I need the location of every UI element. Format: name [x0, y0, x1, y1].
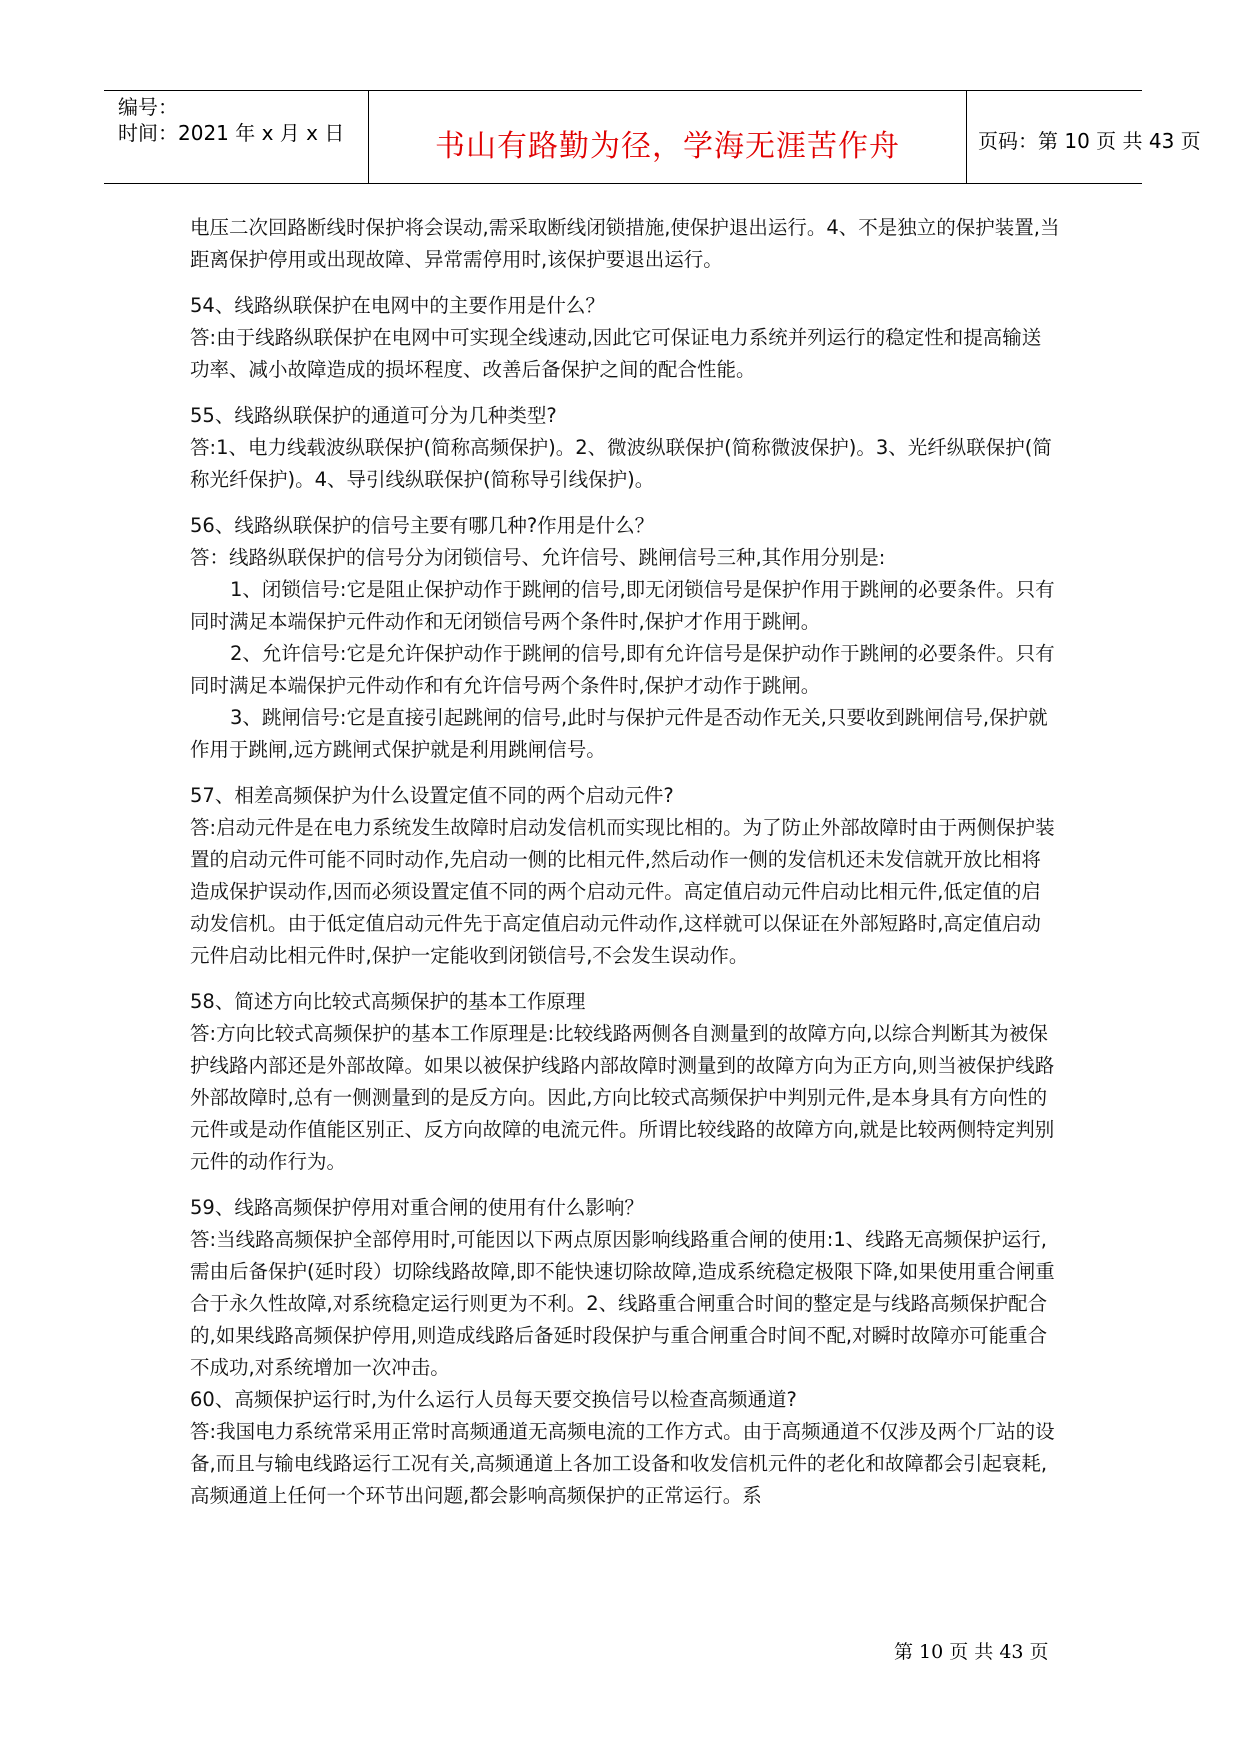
question-heading: 59、线路高频保护停用对重合闸的使用有什么影响？	[190, 1196, 644, 1219]
header-page-cell	[966, 91, 1201, 183]
question-heading: 57、相差高频保护为什么设置定值不同的两个启动元件?	[190, 784, 674, 807]
paragraph: 答：线路纵联保护的信号分为闭锁信号、允许信号、跳闸信号三种,其作用分别是:	[190, 546, 886, 569]
paragraph: 答:方向比较式高频保护的基本工作原理是:比较线路两侧各自测量到的故障方向,以综合判断其为被保护线路内部还是外部故障。如果以被保护线路内部故障时测量到的故障方向为正方向,则当被保护线路外部故障时,总有一侧测量到的是反方向。因此,方向比较式高频保护中判别元件,是本身具有方向性的元件或是动作值能区别正、反方向故障的电流元件。所谓比较线路的故障方向,就是比较两侧特定判别元件的动作行为。	[190, 1022, 1055, 1173]
paragraph: 电压二次回路断线时保护将会误动,需采取断线闭锁措施,使保护退出运行。4、不是独立的保护装置,当距离保护停用或出现故障、异常需停用时,该保护要退出运行。	[190, 216, 1060, 271]
header-table	[104, 90, 1201, 184]
paragraph: 答:1、电力线载波纵联保护(简称高频保护)。2、微波纵联保护(简称微波保护)。3、光纤纵联保护(简称光纤保护)。4、导引线纵联保护(简称导引线保护)。	[190, 436, 1052, 491]
header-meta-cell	[104, 91, 368, 183]
paragraph: 答:启动元件是在电力系统发生故障时启动发信机而实现比相的。为了防止外部故障时由于两侧保护装置的启动元件可能不同时动作,先启动一侧的比相元件,然后动作一侧的发信机还未发信就开放比相将造成保护误动作,因而必须设置定值不同的两个启动元件。高定值启动元件启动比相元件,低定值的启动发信机。由于低定值启动元件先于高定值启动元件动作,这样就可以保证在外部短路时,高定值启动元件启动比相元件时,保护一定能收到闭锁信号,不会发生误动作。	[190, 816, 1055, 967]
paragraph: 答:由于线路纵联保护在电网中可实现全线速动,因此它可保证电力系统并列运行的稳定性和提高输送功率、减小故障造成的损坏程度、改善后备保护之间的配合性能。	[190, 326, 1042, 381]
paragraph: 2、允许信号:它是允许保护动作于跳闸的信号,即有允许信号是保护动作于跳闸的必要条件。只有同时满足本端保护元件动作和有允许信号两个条件时,保护才动作于跳闸。	[190, 642, 1055, 697]
document-time-label: 时间：2021 年 x 月 x 日	[118, 121, 345, 145]
question-heading: 55、线路纵联保护的通道可分为几种类型?	[190, 404, 557, 427]
question-heading: 60、高频保护运行时,为什么运行人员每天要交换信号以检查高频通道?	[190, 1388, 797, 1411]
header-motto-cell	[368, 91, 967, 183]
page-footer: 第 10 页 共 43 页	[894, 1641, 1049, 1663]
header-page-code: 页码：第 10 页 共 43 页	[978, 129, 1201, 153]
document-number-label: 编号：	[118, 95, 178, 119]
paragraph: 1、闭锁信号:它是阻止保护动作于跳闸的信号,即无闭锁信号是保护作用于跳闸的必要条件。只有同时满足本端保护元件动作和无闭锁信号两个条件时,保护才作用于跳闸。	[190, 578, 1055, 633]
question-heading: 54、线路纵联保护在电网中的主要作用是什么？	[190, 294, 605, 317]
document-body	[190, 212, 1060, 1512]
header-motto: 书山有路勤为径，学海无涯苦作舟	[435, 129, 900, 164]
question-heading: 58、简述方向比较式高频保护的基本工作原理	[190, 990, 586, 1013]
paragraph: 答:我国电力系统常采用正常时高频通道无高频电流的工作方式。由于高频通道不仅涉及两个厂站的设备,而且与输电线路运行工况有关,高频通道上各加工设备和收发信机元件的老化和故障都会引起衰耗,高频通道上任何一个环节出问题,都会影响高频保护的正常运行。系	[190, 1420, 1055, 1507]
paragraph: 答:当线路高频保护全部停用时,可能因以下两点原因影响线路重合闸的使用:1、线路无高频保护运行,需由后备保护(延时段）切除线路故障,即不能快速切除故障,造成系统稳定极限下降,如果使用重合闸重合于永久性故障,对系统稳定运行则更为不利。2、线路重合闸重合时间的整定是与线路高频保护配合的,如果线路高频保护停用,则造成线路后备延时段保护与重合闸重合时间不配,对瞬时故障亦可能重合不成功,对系统增加一次冲击。	[190, 1228, 1055, 1379]
paragraph: 3、跳闸信号:它是直接引起跳闸的信号,此时与保护元件是否动作无关,只要收到跳闸信号,保护就作用于跳闸,远方跳闸式保护就是利用跳闸信号。	[190, 706, 1048, 761]
question-heading: 56、线路纵联保护的信号主要有哪几种?作用是什么？	[190, 514, 655, 537]
